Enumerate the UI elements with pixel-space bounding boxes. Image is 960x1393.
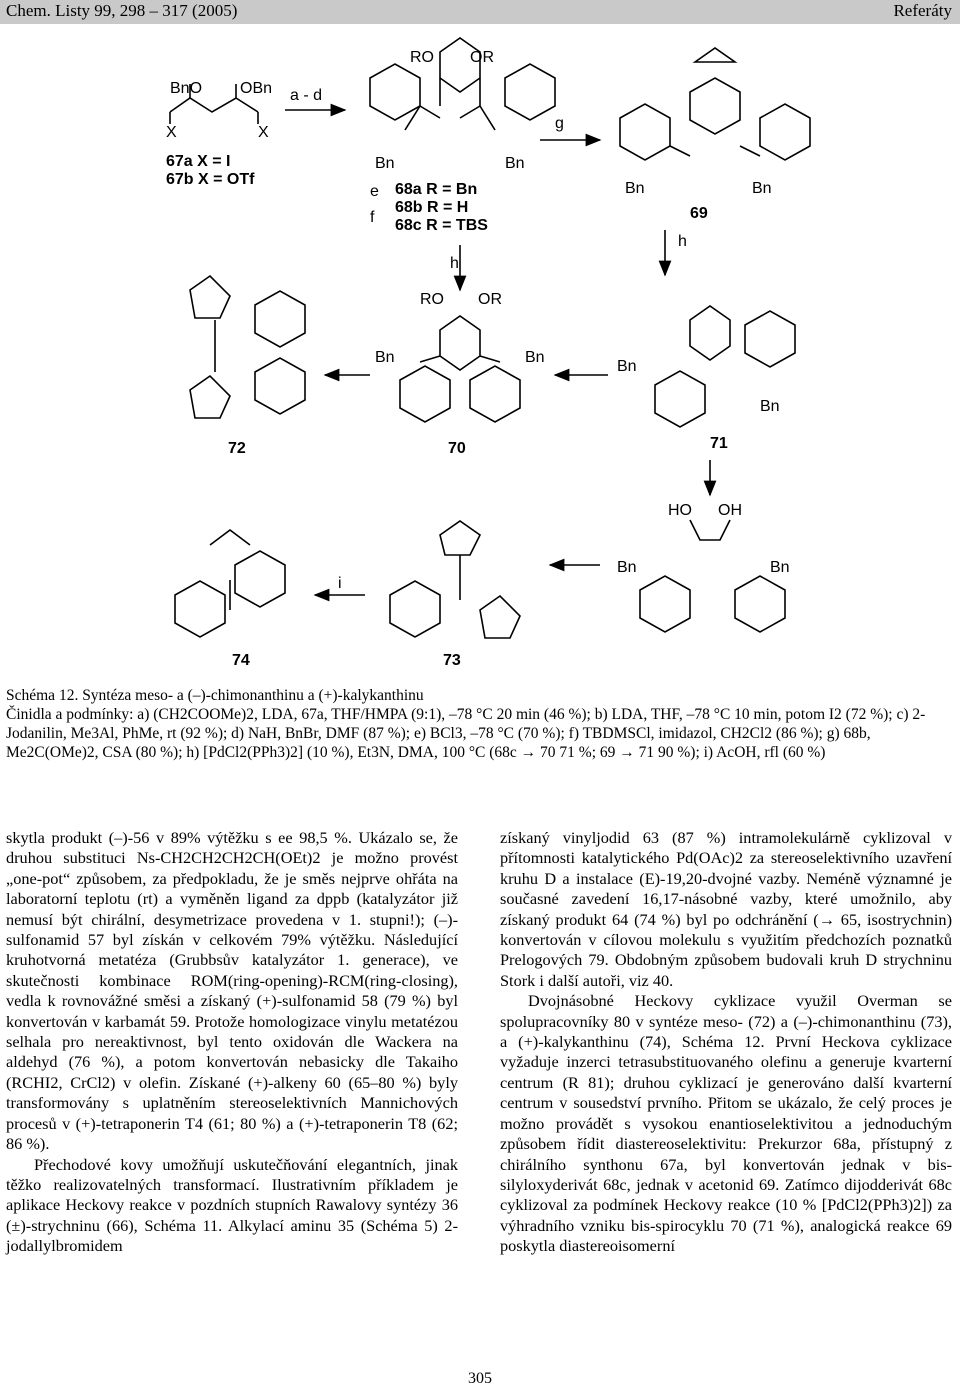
label-Bn-71-left: Bn xyxy=(617,358,637,375)
left-paragraph-1: skytla produkt (–)-56 v 89% výtěžku s ee 98,5 %. Ukázalo se, že druhou substituci Ns-CH2CH2CH2CH(OEt)2 je možno provést „one-pot“ způsobem, za předpokladu, že je směs nejprve ohřáta na laboratorní teplotu (rt) a vyměněn ligand za dppb (katalyzátor již nemusí být chirální, desymetrizace provedena v 1. stupni!); (–)-sulfonamid 57 byl získán v celkovém 79% výtěžku. Následující kruhotvorná metatéza (Grubbsův katalyzátor 1. generace), ve skutečnosti kombinace ROM(ring-opening)-RCM(ring-closing), vedla k rovnovážné směsi a získaný (+)-sulfonamid 58 (79 %) byl konvertován v karbamát 59. Protože homologizace vinylu metatézou selhala pro nereaktivnost, byl tento oxidován dle Wackera na aldehyd (76 %), a potom konvertován nebasicky dle Takaiho (RCHI2, CrCl2) v olefin. Získané (+)-alkeny 60 (65–80 %) byly transformovány s uplatněním stereoselektivních Mannichových procesů v (+)-tetraponerin T4 (61; 80 %) a (+)-tetraponerin T8 (62; 86 %). xyxy=(6,828,458,1154)
label-OH: OH xyxy=(718,502,742,519)
label-HO: HO xyxy=(668,502,692,519)
label-Bn-diol-left: Bn xyxy=(617,559,637,576)
compound-72-number: 72 xyxy=(228,440,246,457)
arrow-label-h1: h xyxy=(450,255,459,272)
journal-reference: Chem. Listy 99, 298 – 317 (2005) xyxy=(6,1,238,20)
label-Bn-68-right: Bn xyxy=(505,155,525,172)
scheme-caption xyxy=(6,686,956,762)
compound-69-number: 69 xyxy=(690,205,708,222)
label-RO: RO xyxy=(410,49,434,66)
label-Bn-70-right: Bn xyxy=(525,349,545,366)
compound-71-number: 71 xyxy=(710,435,728,452)
compound-74-number: 74 xyxy=(232,652,250,669)
arrow-label-a-d: a - d xyxy=(290,87,323,104)
arrow-label-f: f xyxy=(370,209,375,226)
compound-72-structure xyxy=(190,276,305,418)
right-paragraph-2: Dvojnásobné Heckovy cyklizace využil Overman se spolupracovníky 80 v syntéze meso- (72) a (–)-chimonanthinu (73), a (+)-kalykanthinu (74), Schéma 12. První Heckova cyklizace vyžaduje inzerci tetrasubstituovaného olefinu a generuje kvarterní centrum (R 81); druhou cyklizací je generováno další kvarterní centrum v sousedství prvního. Přitom se ukázalo, že celý proces je možno provádět s vysokou enantioselektivitou a jednoduchým způsobem řídit diastereoselektivitu: Prekurzor 68a, přístupný z chirálního synthonu 67a, byl konvertován jednak v bis-silyloxyderivát 68c, jednak v acetonid 69. Zatímco dijodderivát 68c cyklizoval za podmínek Heckovy reakce (10 % [PdCl2(PPh3)2]) za výhradního vzniku bis-spirocyklu 70 (71 %), analogická reakce 69 poskytla diastereoisomerní xyxy=(500,991,952,1256)
arrow-label-e: e xyxy=(370,183,379,200)
compound-70-number: 70 xyxy=(448,440,466,457)
label-Bn-70-left: Bn xyxy=(375,349,395,366)
compound-70-structure xyxy=(400,316,520,422)
running-header xyxy=(0,0,960,24)
label-Bn-69-left: Bn xyxy=(625,180,645,197)
compound-74-structure xyxy=(175,530,285,637)
compound-69-structure xyxy=(620,48,810,160)
compound-73-structure xyxy=(390,521,520,638)
label-OBn: OBn xyxy=(240,80,273,97)
label-Bn-diol-right: Bn xyxy=(770,559,790,576)
label-RO-70: RO xyxy=(420,291,444,308)
label-Bn-68-left: Bn xyxy=(375,155,395,172)
label-X-left: X xyxy=(166,124,177,141)
page-number: 305 xyxy=(468,1370,492,1387)
compound-68c-label: 68c R = TBS xyxy=(395,217,488,234)
compound-68b-label: 68b R = H xyxy=(395,199,469,216)
label-OR-70: OR xyxy=(478,291,502,308)
label-Bn-71-right: Bn xyxy=(760,398,780,415)
right-text-column xyxy=(500,828,952,1257)
label-BnO: BnO xyxy=(170,80,203,97)
compound-73-number: 73 xyxy=(443,652,461,669)
label-OR: OR xyxy=(470,49,494,66)
label-Bn-69-right: Bn xyxy=(752,180,772,197)
arrow-label-h2: h xyxy=(678,233,687,250)
arrow-label-g: g xyxy=(555,115,564,132)
left-text-column xyxy=(6,828,458,1257)
scheme-conditions: Činidla a podmínky: a) (CH2COOMe)2, LDA, 67a, THF/HMPA (9:1), –78 °C 20 min (46 %); b) LDA, THF, –78 °C 10 min, potom I2 (72 %); c) 2-Jodanilin, Me3Al, PhMe, rt (92 %); d) NaH, BnBr, DMF (87 %); e) BCl3, –78 °C (70 %); f) TBDMSCl, imidazol, CH2Cl2 (86 %); g) 68b, Me2C(OMe)2, CSA (80 %); h) [PdCl2(PPh3)2] (10 %), Et3N, DMA, 100 °C (68c → 70 71 %; 69 → 71 90 %); i) AcOH, rfl (60 %) xyxy=(6,706,926,761)
right-paragraph-1: získaný vinyljodid 63 (87 %) intramolekulárně cyklizoval v přítomnosti katalytického Pd(OAc)2 za stereoselektivního uzavření kruhu D a instalace (E)-19,20-dvojné vazby. Neméně významné je současné zavedení 16,17-násobné vazby, které umožnilo, aby získaný produkt 64 (74 %) byl po odchránění (→ 65, isostrychnin) konvertován v cílovou molekulu s využitím předchozích poznatků Prelogových 79. Obdobným způsobem budovali kruh D strychninu Stork i další autoři, viz 40. xyxy=(500,828,952,990)
arrow-label-i: i xyxy=(338,575,342,592)
reaction-scheme xyxy=(0,30,960,682)
section-name: Referáty xyxy=(893,1,952,20)
scheme-title: Schéma 12. Syntéza meso- a (–)-chimonanthinu a (+)-kalykanthinu xyxy=(6,687,424,704)
left-paragraph-2: Přechodové kovy umožňují uskutečňování elegantních, jinak těžko realizovatelných transformací. Ilustrativním příkladem je aplikace Heckovy reakce v pozdních stupních Rawalovy syntézy 36 (±)-strychninu (66), Schéma 11. Alkylací aminu 35 (Schéma 5) 2-jodallylbromidem xyxy=(6,1154,458,1256)
compound-68-structure xyxy=(370,38,555,130)
compound-68a-label: 68a R = Bn xyxy=(395,181,478,198)
compound-67a-label: 67a X = I xyxy=(166,153,231,170)
compound-67b-label: 67b X = OTf xyxy=(166,171,255,188)
diol-compound-structure xyxy=(640,520,785,632)
label-X-right: X xyxy=(258,124,269,141)
